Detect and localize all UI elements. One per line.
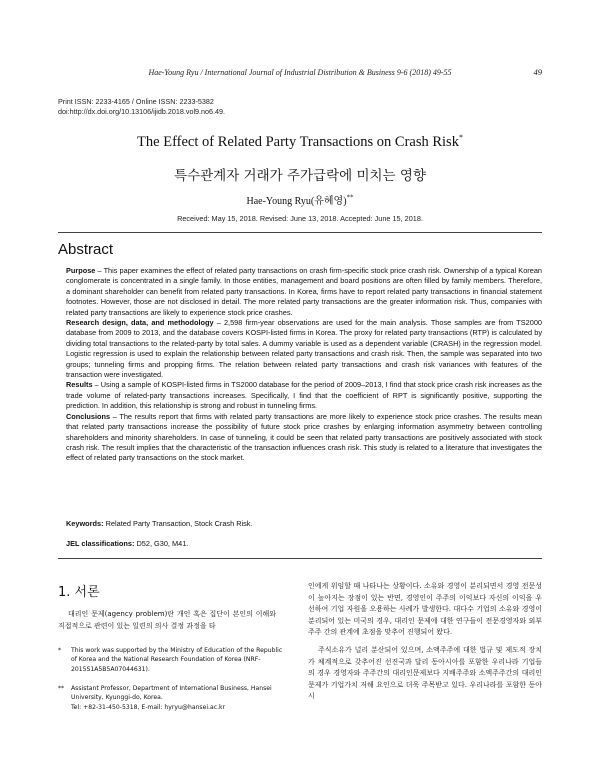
abstract-heading: Abstract: [58, 241, 114, 258]
abstract-results: [66, 380, 542, 411]
footnote-1-mark: *: [58, 647, 62, 654]
footnote-2: [58, 684, 284, 712]
results-label: Results: [66, 380, 93, 390]
footnote-2-mark: **: [58, 685, 65, 692]
design-text: – 2,598 firm-year observations are used for the main analysis. Those samples are from TS2000 database from 2009 to 2013, and the database covers KOSPI-listed firms in Korea. The proxy for related party transactions (RTP) is calculated by dividing total transactions to the related-party by total sales. A dummy variable is used as a dependent variable (CRASH) in the regression model. Logistic regression is used to explain the relationship between related party transactions and crash risk. Then, the sample was separated into two groups; tunneling firms and propping firms. The relation between related party transactions and crash risk variances with features of the transaction were investigated.: [66, 318, 542, 380]
keywords-text: Related Party Transaction, Stock Crash Risk.: [103, 519, 253, 528]
purpose-text: – This paper examines the effect of related party transactions on crash firm-specific stock price crash risk. Ownership of a typical Korean conglomerate is concentrated in a single family. In those entities, management and board positions are often filled by family members. Therefore, a dominant shareholder can benefit from related party transactions. In Korea, firms have to report related party transactions in financial statement footnotes. However, those are not disclosed in detail. The more related party transactions are the greater information risk. Thus, companies with related party transactions are likely to experience stock price crashes.: [66, 266, 542, 317]
author-name: Hae-Young Ryu(유혜영): [246, 196, 347, 207]
page-number: 49: [533, 67, 542, 77]
conclusions-label: Conclusions: [66, 411, 111, 421]
jel-label: JEL classifications:: [66, 539, 135, 548]
intro-left-text: 대리인 문제(agency problem)란 개인 혹은 집단이 본인의 이해와 직접적으로 관련이 있는 일련의 의사 결정 과정을 타: [58, 610, 276, 630]
abstract-design: [66, 318, 542, 380]
paper-title-text: The Effect of Related Party Transactions on Crash Risk: [137, 133, 459, 150]
jel-classifications: [66, 539, 188, 548]
title-footnote-mark: *: [458, 133, 463, 142]
paper-title: [0, 133, 600, 151]
intro-right-paragraph-1: 인에게 위임할 때 나타나는 상황이다. 소유와 경영이 분리되면서 경영 전문성이 높아지는 장점이 있는 반면, 경영인이 주주의 이익보다 자신의 이익을 우선하여 기업 자원을 오용하는 사례가 발생한다. 대다수 기업의 소유와 경영이 분리되어 있는 미국의 경우, 대리인 문제에 대한 연구들이 전문경영자와 외부 주주 간의 관계에 초점을 맞추어 진행되어 왔다.: [308, 582, 542, 637]
divider-top: [58, 232, 542, 233]
keywords: [66, 519, 253, 528]
design-label: Research design, data, and methodology: [66, 318, 214, 328]
abstract-body: [66, 266, 542, 464]
intro-right-paragraph-2: 주식소유가 널리 분산되어 있으며, 소액주주에 대한 법규 및 제도적 장치가 체계적으로 갖추어진 선진국과 달리 동아시아를 포함한 우리나라 기업들의 경우 경영자와 주주간의 대리인문제보다 지배주주와 소액주주간의 대리인문제가 기업가치 저해 요인으로 더욱 주목받고 있다. 우리나라를 포함한 동아시: [308, 645, 542, 701]
footnote-2-line1: Assistant Professor, Department of International Business, Hansei University, Kyunggi-do, Korea.: [71, 685, 272, 702]
section-heading: 1. 서론: [58, 585, 100, 600]
results-text: – Using a sample of KOSPI-listed firms in TS2000 database for the period of 2009–2013, I find that stock price crash risk increases as the trade volume of related-party transactions increases. Specifically, I find that the coefficient of RPT is significantly positive, supporting the prediction. In addition, this relationship is strong and robust in tunneling firms.: [66, 380, 542, 411]
conclusions-text: – The results report that firms with related party transactions are more likely to experience stock price crashes. The results mean that related party transactions increase the possibility of future stock price crashes by enlarging information asymmetry between controlling shareholders and minority shareholders. In case of tunneling, it could be seen that related party transactions are positively associated with stock crash risk. The result implies that the characteristic of the transaction influences crash risk. This study is related to a literature that investigates the effect of related party transactions on the stock market.: [66, 411, 542, 463]
abstract-purpose: [66, 266, 542, 318]
author-line: [0, 192, 600, 207]
issn-block: [58, 97, 225, 116]
footnote-1-text: This work was supported by the Ministry of Education of the Republic of Korea and the National Research Foundation of Korea (NRF-2015S1A5B5A07044631).: [71, 647, 283, 673]
doi-link[interactable]: doi:http://dx.doi.org/10.13106/ijidb.2018.vol9.no6.49.: [58, 106, 226, 116]
intro-right-column: [308, 581, 542, 703]
purpose-label: Purpose: [66, 266, 96, 275]
running-head: Hae-Young Ryu / International Journal of Industrial Distribution & Business 9-6 (2018) 49-55: [148, 68, 452, 77]
jel-text: D52, G30, M41.: [134, 539, 189, 548]
paper-title-korean: 특수관계자 거래가 주가급락에 미치는 영향: [174, 168, 426, 184]
divider-bottom: [58, 558, 542, 559]
author-footnote-mark: **: [346, 193, 354, 202]
issn-line: Print ISSN: 2233-4165 / Online ISSN: 2233-5382: [58, 97, 214, 106]
received-dates: Received: May 15, 2018. Revised: June 13, 2018. Accepted: June 15, 2018.: [177, 214, 423, 223]
abstract-conclusions: [66, 412, 542, 464]
keywords-label: Keywords:: [66, 519, 104, 528]
footnote-2-line2: Tel: +82-31-450-5318, E-mail: hyryu@hansei.ac.kr: [71, 703, 226, 711]
footnote-1: [58, 646, 284, 674]
